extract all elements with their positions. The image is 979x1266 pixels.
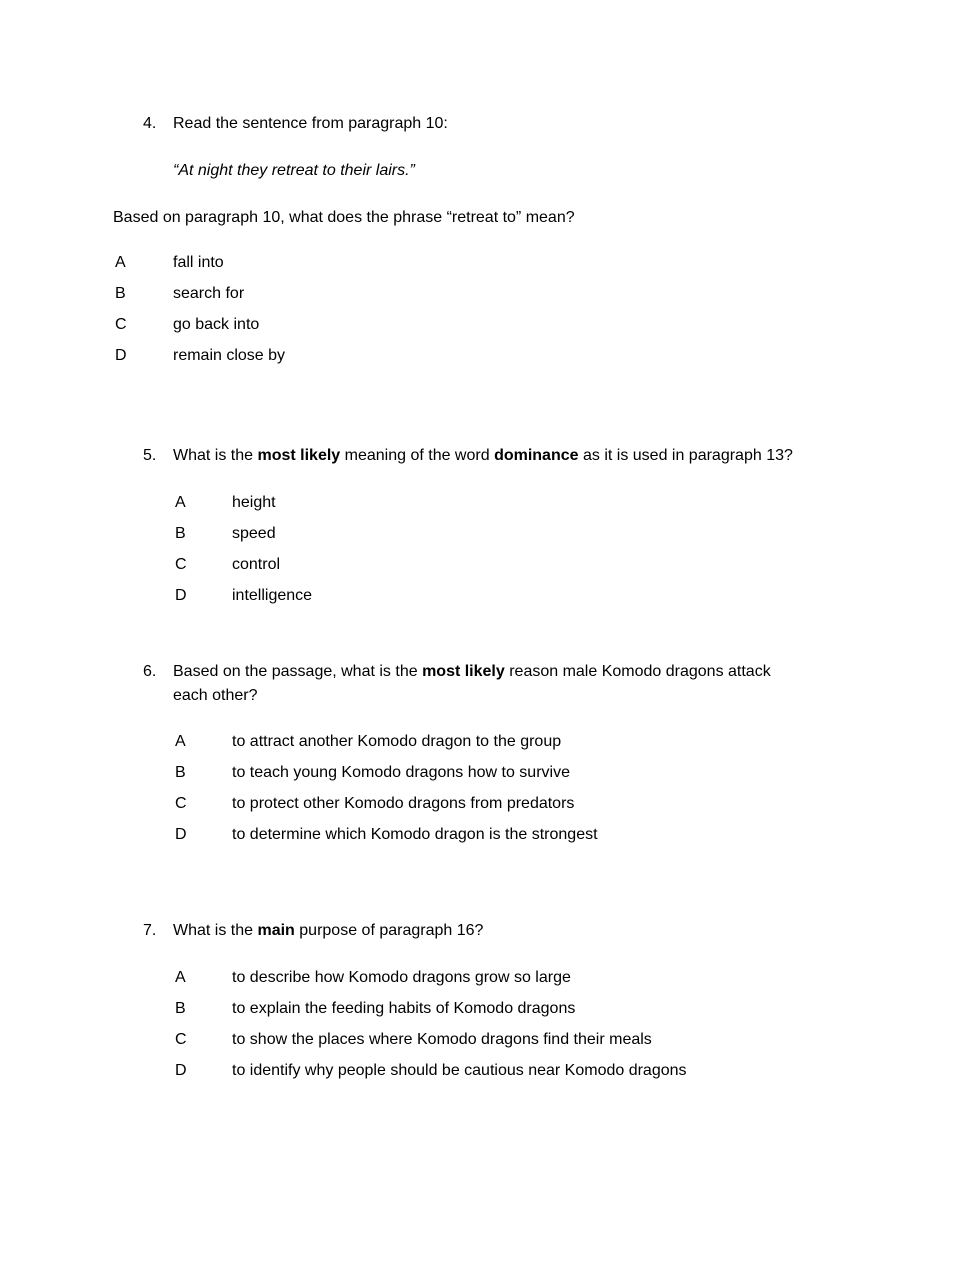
option-row xyxy=(115,251,979,275)
option-text: go back into xyxy=(173,316,260,333)
option-text: to explain the feeding habits of Komodo dragons xyxy=(232,1000,576,1017)
option-text: to teach young Komodo dragons how to survive xyxy=(232,764,570,781)
question-5-text xyxy=(173,444,793,468)
option-letter: B xyxy=(115,285,126,302)
option-row xyxy=(175,1059,979,1083)
option-text: search for xyxy=(173,285,245,302)
stem-part: What is the xyxy=(173,922,258,939)
option-text: height xyxy=(232,494,276,511)
question-5-number: 5. xyxy=(143,447,157,464)
option-row xyxy=(175,730,979,754)
option-text: intelligence xyxy=(232,587,313,604)
question-6-stem xyxy=(143,660,979,708)
question-4-followup: Based on paragraph 10, what does the phrase “retreat to” mean? xyxy=(113,209,575,226)
option-text: to protect other Komodo dragons from predators xyxy=(232,795,575,812)
stem-part-bold: most likely xyxy=(422,663,505,680)
option-text: to show the places where Komodo dragons find their meals xyxy=(232,1031,652,1048)
question-7-stem xyxy=(143,919,979,943)
option-row xyxy=(175,966,979,990)
option-row xyxy=(175,553,979,577)
option-letter: B xyxy=(175,1000,186,1017)
option-letter: A xyxy=(175,969,186,986)
option-letter: C xyxy=(115,316,127,333)
option-row xyxy=(175,491,979,515)
option-row xyxy=(175,584,979,608)
stem-part: Based on the passage, what is the xyxy=(173,663,423,680)
option-row xyxy=(115,313,979,337)
option-row xyxy=(175,761,979,785)
question-4-quote: “At night they retreat to their lairs.” xyxy=(173,162,415,179)
option-letter: D xyxy=(175,587,187,604)
option-text: to determine which Komodo dragon is the strongest xyxy=(232,826,598,843)
question-4 xyxy=(0,112,979,368)
option-letter: A xyxy=(175,733,186,750)
stem-part: each other? xyxy=(173,687,258,704)
question-4-stem xyxy=(143,112,979,136)
option-letter: D xyxy=(115,347,127,364)
option-text: control xyxy=(232,556,281,573)
option-letter: C xyxy=(175,795,187,812)
option-letter: B xyxy=(175,764,186,781)
option-text: to identify why people should be cautious near Komodo dragons xyxy=(232,1062,687,1079)
stem-part-bold: dominance xyxy=(494,447,579,464)
option-letter: B xyxy=(175,525,186,542)
option-row xyxy=(115,282,979,306)
question-5-stem xyxy=(143,444,979,468)
stem-part: purpose of paragraph 16? xyxy=(294,922,484,939)
question-5-options xyxy=(0,491,979,608)
option-row xyxy=(175,823,979,847)
stem-part: reason male Komodo dragons attack xyxy=(504,663,771,680)
question-4-number: 4. xyxy=(143,115,157,132)
option-letter: C xyxy=(175,556,187,573)
option-row xyxy=(175,1028,979,1052)
stem-part-bold: most likely xyxy=(257,447,341,464)
option-row xyxy=(115,344,979,368)
option-text: speed xyxy=(232,525,276,542)
option-letter: C xyxy=(175,1031,187,1048)
question-7-text xyxy=(173,919,483,943)
question-7-options xyxy=(0,966,979,1083)
option-row xyxy=(175,997,979,1021)
question-4-text: Read the sentence from paragraph 10: xyxy=(173,115,448,132)
stem-part: What is the xyxy=(173,447,258,464)
stem-part-bold: main xyxy=(257,922,295,939)
option-text: to describe how Komodo dragons grow so large xyxy=(232,969,571,986)
option-text: to attract another Komodo dragon to the group xyxy=(232,733,562,750)
option-row xyxy=(175,522,979,546)
question-7 xyxy=(0,919,979,1083)
question-6-number: 6. xyxy=(143,663,157,680)
stem-part: as it is used in paragraph 13? xyxy=(578,447,793,464)
question-5 xyxy=(0,444,979,608)
question-6-options xyxy=(0,730,979,847)
question-7-number: 7. xyxy=(143,922,157,939)
stem-part: meaning of the word xyxy=(340,447,495,464)
question-6-text xyxy=(173,660,771,708)
option-letter: A xyxy=(175,494,186,511)
option-letter: A xyxy=(115,254,126,271)
option-row xyxy=(175,792,979,816)
question-4-options xyxy=(0,251,979,368)
option-letter: D xyxy=(175,826,187,843)
option-letter: D xyxy=(175,1062,187,1079)
option-text: remain close by xyxy=(173,347,286,364)
question-6 xyxy=(0,660,979,847)
option-text: fall into xyxy=(173,254,224,271)
